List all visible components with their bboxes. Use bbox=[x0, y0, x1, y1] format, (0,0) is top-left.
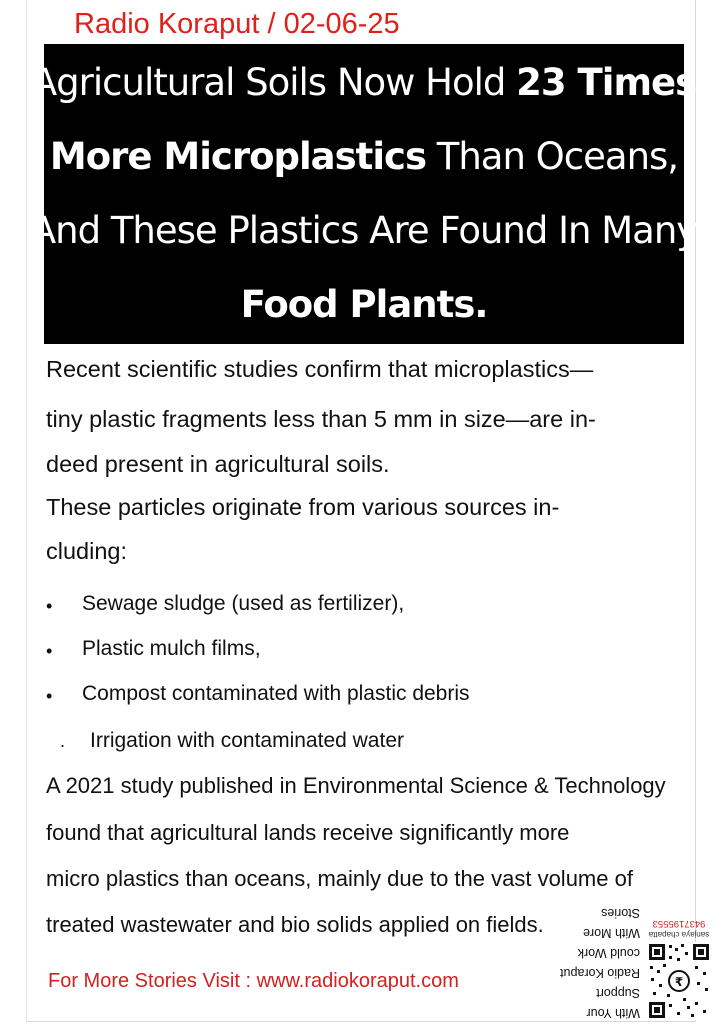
qr-caption: sanjaya chapatta bbox=[648, 930, 710, 939]
body-line: found that agricultural lands receive significantly more bbox=[46, 820, 570, 845]
body-line: tiny plastic fragments less than 5 mm in size—are in- bbox=[46, 406, 596, 432]
headline-banner bbox=[30, 44, 698, 344]
list-item: Compost contaminated with plastic debris bbox=[82, 682, 470, 705]
masthead: Radio Koraput / 02-06-25 bbox=[74, 8, 400, 40]
bullet-dot: . bbox=[60, 731, 66, 751]
body-line: cluding: bbox=[46, 538, 127, 564]
headline-line-2 bbox=[50, 120, 678, 194]
bullet-dot: • bbox=[46, 641, 53, 661]
qr-code-icon bbox=[647, 942, 711, 1020]
support-line: With More bbox=[583, 926, 640, 940]
support-line: With Your bbox=[586, 1006, 640, 1020]
headline-emphasis: More Microplastics bbox=[49, 135, 426, 178]
headline-text: Than Oceans, bbox=[425, 135, 679, 178]
qr-phone: 9437195553 bbox=[652, 918, 706, 929]
bullet-dot: • bbox=[46, 686, 53, 706]
list-item: Plastic mulch films, bbox=[82, 637, 261, 660]
list-item: Sewage sludge (used as fertilizer), bbox=[82, 592, 405, 615]
donation-qr bbox=[647, 918, 711, 1022]
website-footer: For More Stories Visit : www.radiokoraput.com bbox=[48, 970, 459, 992]
headline-line-4 bbox=[241, 268, 488, 342]
list-item: Irrigation with contaminated water bbox=[90, 729, 404, 752]
support-line: Radio Koraput bbox=[560, 966, 640, 980]
body-line: micro plastics than oceans, mainly due to the vast volume of bbox=[46, 866, 633, 891]
headline-text: Agricultural Soils Now Hold bbox=[31, 61, 517, 104]
svg-text:₹: ₹ bbox=[674, 975, 684, 989]
support-note bbox=[560, 905, 640, 1023]
support-line: could Work bbox=[577, 946, 640, 960]
headline-line-1 bbox=[32, 46, 696, 120]
headline-line-3: And These Plastics Are Found In Many bbox=[30, 209, 698, 252]
body-line: treated wastewater and bio solids applied on fields. bbox=[46, 912, 544, 937]
body-line: These particles originate from various sources in- bbox=[46, 494, 560, 520]
body-line: deed present in agricultural soils. bbox=[46, 451, 390, 477]
body-line: A 2021 study published in Environmental Science & Technology bbox=[46, 773, 666, 798]
headline-emphasis: Food Plants. bbox=[240, 283, 488, 326]
support-line: Support bbox=[596, 986, 640, 1000]
support-line: Stories bbox=[601, 906, 640, 920]
body-line: Recent scientific studies confirm that microplastics— bbox=[46, 356, 594, 382]
headline-emphasis: 23 Times bbox=[516, 61, 697, 104]
bullet-dot: • bbox=[46, 596, 53, 616]
